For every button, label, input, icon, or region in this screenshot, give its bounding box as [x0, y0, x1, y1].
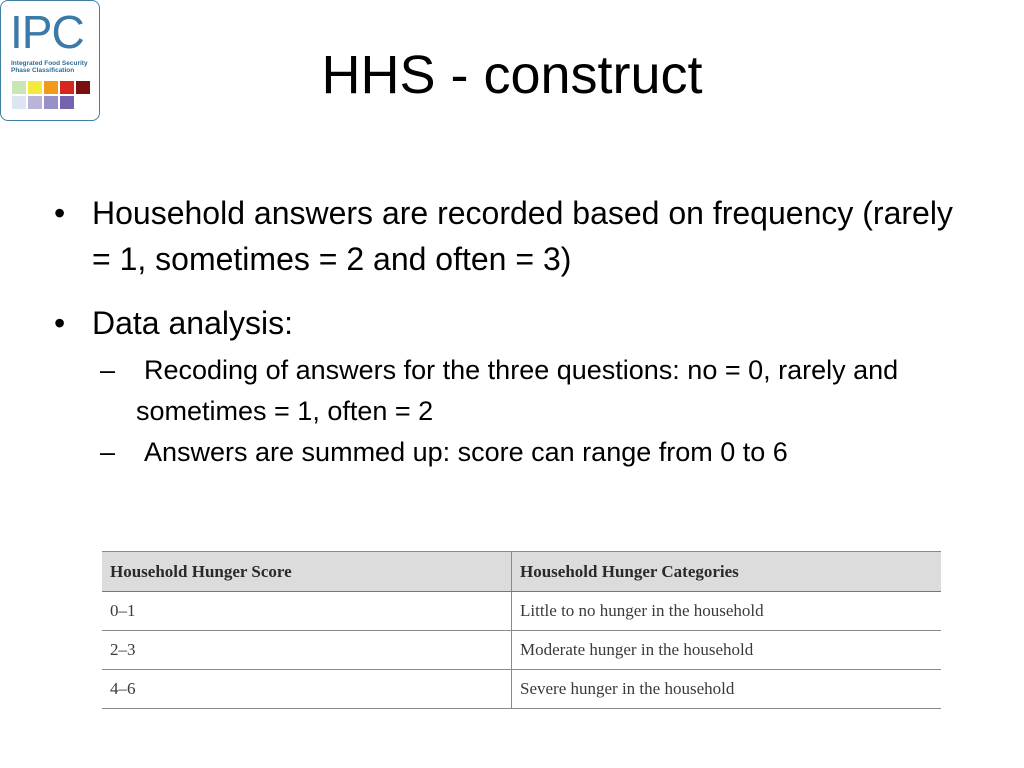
logo-swatch [12, 81, 26, 94]
cell-category: Severe hunger in the household [512, 670, 942, 709]
logo-subtitle-line1: Integrated Food Security [11, 60, 88, 67]
logo-swatch [60, 96, 74, 109]
logo-swatch-row-2 [12, 96, 94, 109]
table-row [102, 670, 941, 709]
header-score: Household Hunger Score [102, 552, 512, 592]
sub-bullet-list [52, 350, 972, 473]
logo-phase-swatches [12, 81, 94, 111]
logo-swatch [76, 81, 90, 94]
cell-score: 0–1 [102, 592, 512, 631]
sub-bullet-item [100, 432, 972, 473]
sub-bullet-item [100, 350, 972, 432]
cell-category: Moderate hunger in the household [512, 631, 942, 670]
sub-bullet-text: Answers are summed up: score can range from 0 to 6 [144, 437, 788, 467]
sub-bullet-marker: – [100, 355, 116, 385]
hunger-score-table [102, 551, 941, 709]
bullet-marker: • [54, 195, 66, 231]
logo-swatch [44, 96, 58, 109]
table-header-row [102, 552, 941, 592]
bullet-marker: • [54, 305, 66, 341]
table-row [102, 592, 941, 631]
logo-swatch [60, 81, 74, 94]
header-category: Household Hunger Categories [512, 552, 942, 592]
logo-swatch [28, 96, 42, 109]
bullet-text: Data analysis: [92, 305, 293, 341]
logo-swatch [44, 81, 58, 94]
logo-swatch [28, 81, 42, 94]
logo-swatch [12, 96, 26, 109]
bullet-text: Household answers are recorded based on frequency (rarely = 1, sometimes = 2 and often = 3) [92, 195, 953, 277]
logo-subtitle-line2: Phase Classification [11, 67, 75, 74]
slide-title: HHS - construct [321, 45, 703, 105]
bullet-list [52, 190, 972, 473]
cell-score: 2–3 [102, 631, 512, 670]
cell-score: 4–6 [102, 670, 512, 709]
bullet-item [52, 190, 972, 282]
logo-subtitle [11, 60, 93, 74]
logo-letters: IPC [10, 6, 84, 58]
bullet-item [52, 300, 972, 346]
cell-category: Little to no hunger in the household [512, 592, 942, 631]
sub-bullet-text: Recoding of answers for the three questions: no = 0, rarely and sometimes = 1, often = 2 [136, 355, 899, 426]
table-row [102, 631, 941, 670]
ipc-logo [0, 0, 100, 121]
logo-swatch-row-1 [12, 81, 94, 94]
sub-bullet-marker: – [100, 437, 116, 467]
